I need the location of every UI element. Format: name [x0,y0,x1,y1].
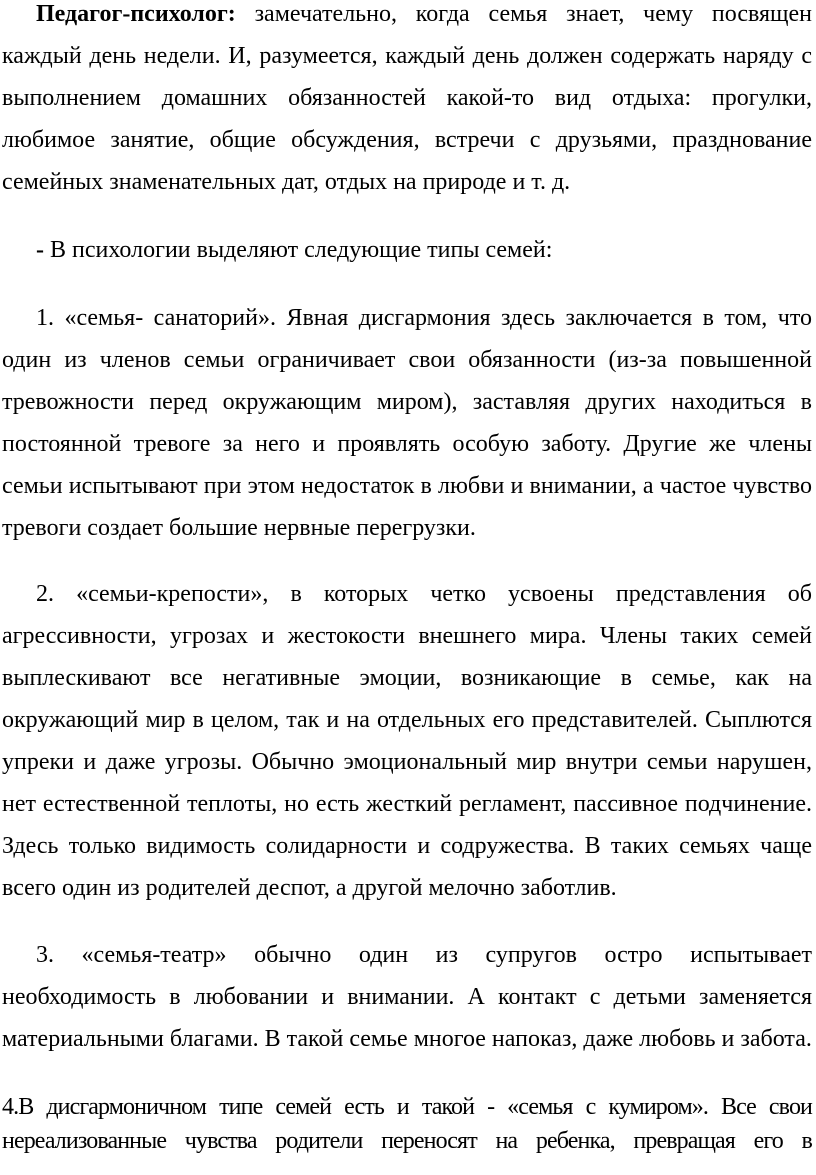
text-line: любимое занятие, общие обсуждения, встречи с друзьями, празднование [2,127,812,153]
text-line: агрессивности, угрозах и жестокости внешнего мира. Члены таких семей [2,623,812,649]
list-item-3 [2,934,812,1060]
text-line: один из членов семьи ограничивает свои обязанности (из-за повышенной [2,347,812,373]
text-line: выплескивают все негативные эмоции, возникающие в семье, как на [2,665,812,691]
paragraph-family-types [2,229,812,271]
list-item-4 [2,1090,812,1158]
text-line: нет естественной теплоты, но есть жесткий регламент, пассивное подчинение. [2,791,812,817]
text-line: 3. «семья-театр» обычно один из супругов остро испытывает [36,942,812,968]
text-line: 4.В дисгармоничном типе семей есть и такой - «семья с кумиром». Все свои [2,1094,812,1120]
text-line: материальными благами. В такой семье многое напоказ, даже любовь и забота. [2,1026,812,1052]
list-item-2 [2,573,812,909]
text-line: Здесь только видимость солидарности и содружества. В таких семьях чаще [2,833,812,859]
text-line: постоянной тревоге за него и проявлять особую заботу. Другие же члены [2,431,812,457]
text-line: - В психологии выделяют следующие типы семей: [36,237,553,263]
text-line: семьи испытывают при этом недостаток в любви и внимании, а частое чувство [2,473,812,499]
dash-marker: - [36,237,44,263]
text-line: тревожности перед окружающим миром), заставляя других находиться в [2,389,812,415]
text-line: необходимость в любовании и внимании. А контакт с детьми заменяется [2,984,812,1010]
text-line: нереализованные чувства родители переносят на ребенка, превращая его в [2,1128,812,1154]
text-line: выполнением домашних обязанностей какой-то вид отдыха: прогулки, [2,85,812,111]
text-line: окружающий мир в целом, так и на отдельных его представителей. Сыплются [2,707,812,733]
text-line: упреки и даже угрозы. Обычно эмоциональный мир внутри семьи нарушен, [2,749,812,775]
paragraph-intro [2,0,812,203]
speaker-label: Педагог-психолог: [36,1,236,27]
text-line: 2. «семьи-крепости», в которых четко усвоены представления об [36,581,812,607]
text-line: Педагог-психолог: замечательно, когда семья знает, чему посвящен [36,1,812,27]
text-line: 1. «семья- санаторий». Явная дисгармония здесь заключается в том, что [36,305,812,331]
text-line: всего один из родителей деспот, а другой мелочно заботлив. [2,875,617,901]
text-line: тревоги создает большие нервные перегрузки. [2,515,476,541]
text-line: семейных знаменательных дат, отдых на природе и т. д. [2,169,571,195]
list-item-1 [2,297,812,549]
text-line: каждый день недели. И, разумеется, каждый день должен содержать наряду с [2,43,812,69]
